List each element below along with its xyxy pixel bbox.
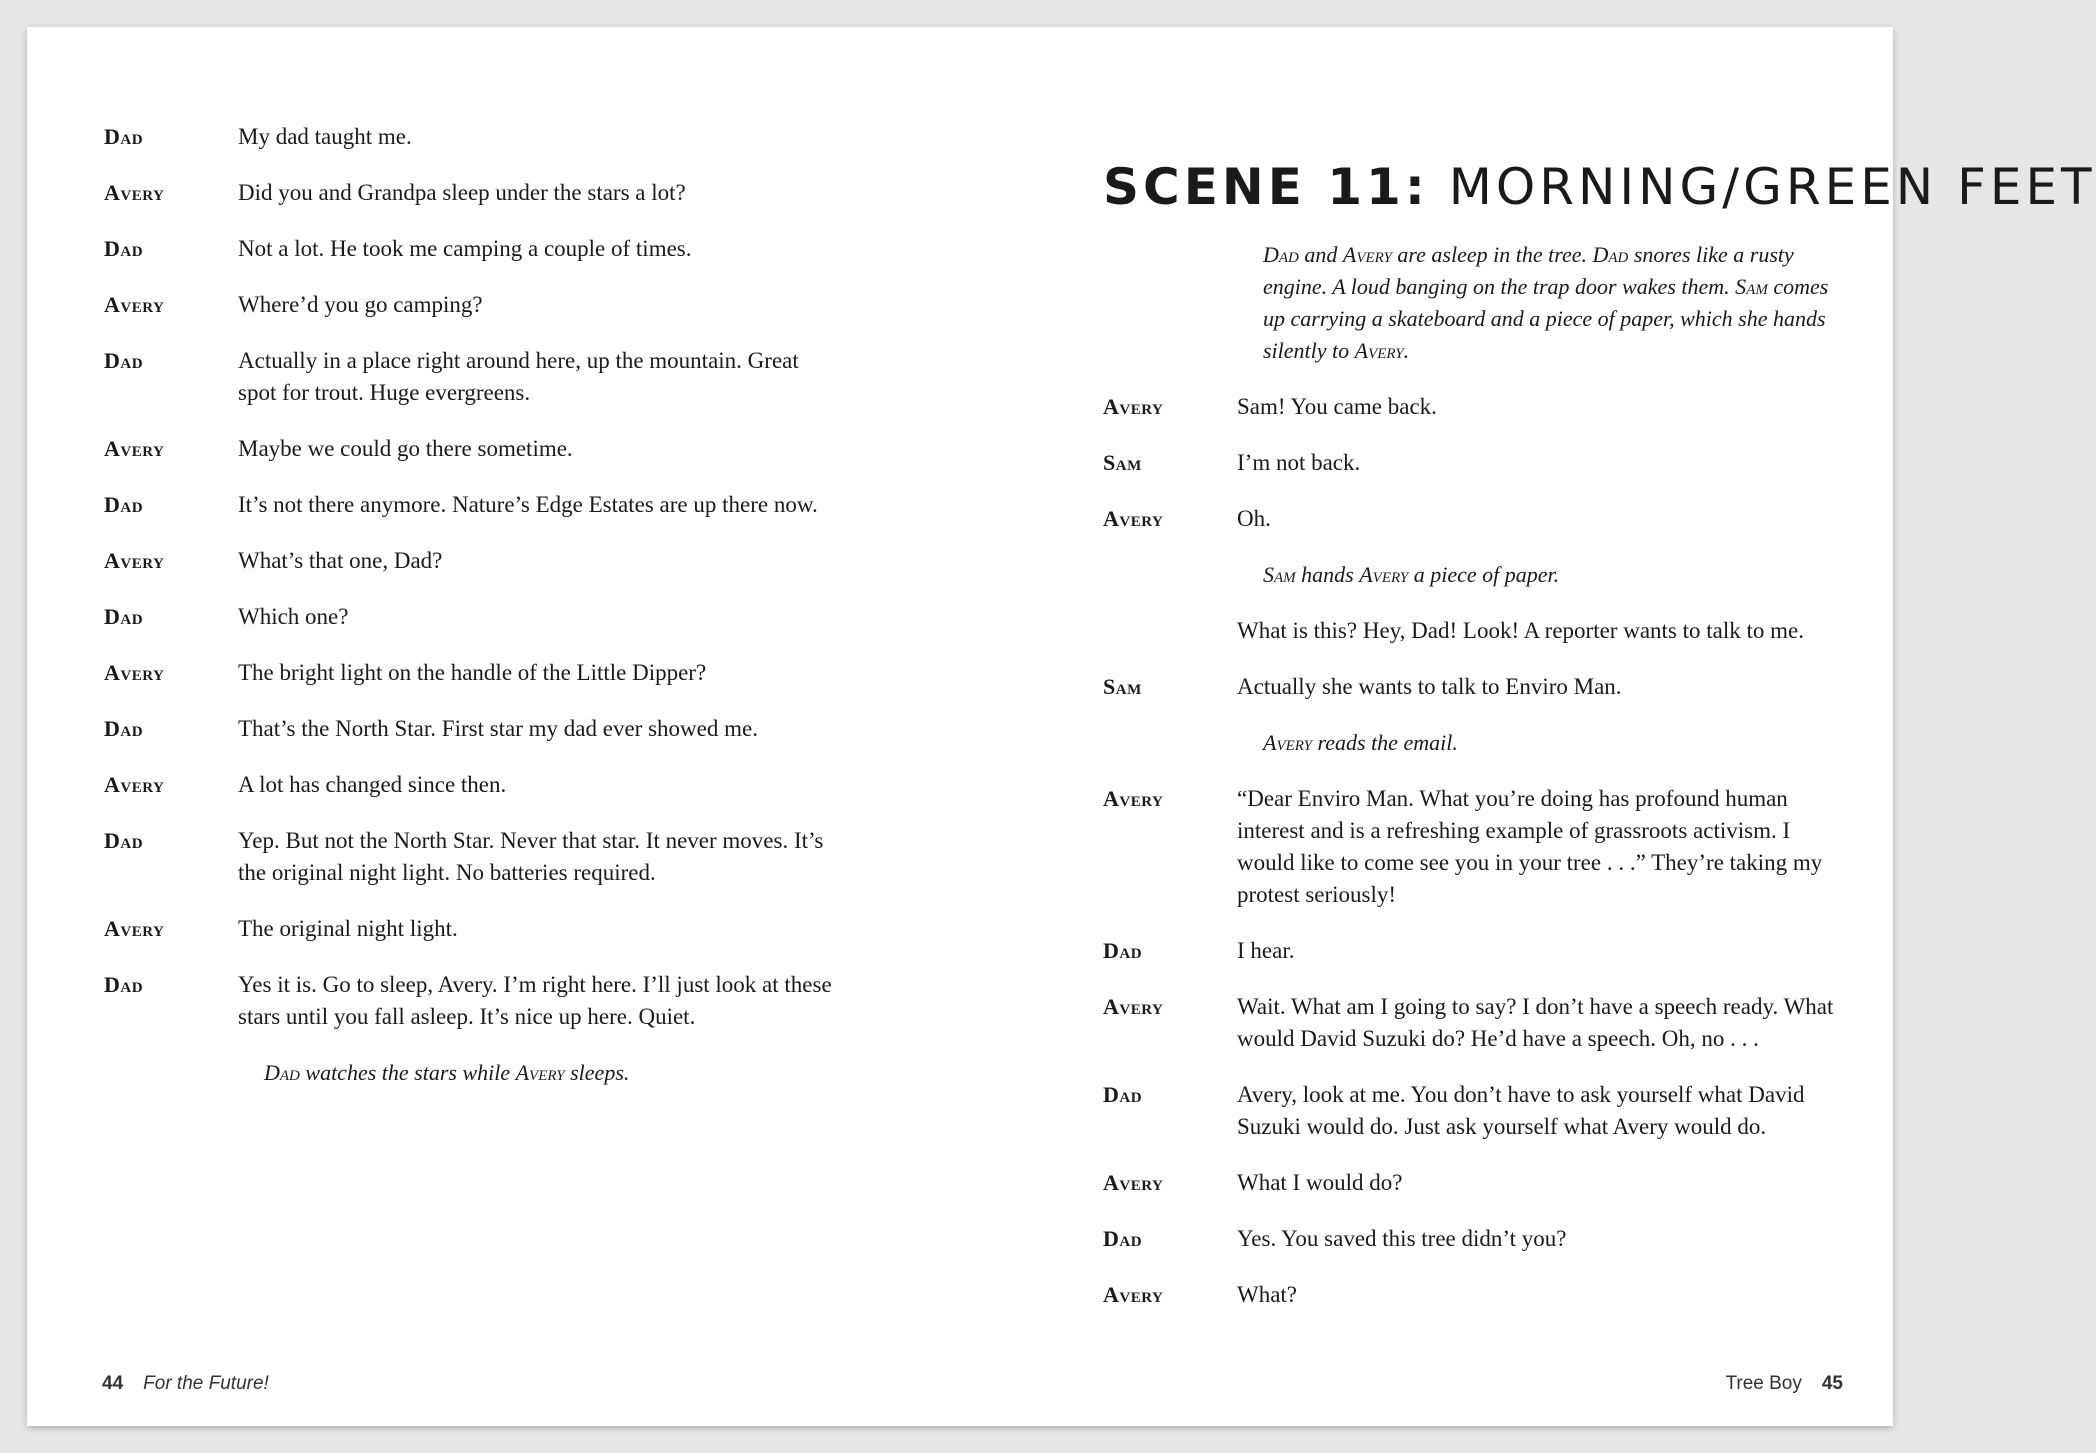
dialogue-line (104, 769, 884, 801)
dialogue-text: A lot has changed since then. (238, 772, 507, 797)
dialogue-text: Yes it is. Go to sleep, Avery. I’m right here. I’ll just look at these stars until you fall asleep. It’s nice up here. Quiet. (238, 972, 832, 1029)
dialogue-text: Did you and Grandpa sleep under the stars a lot? (238, 180, 686, 205)
dialogue-line (104, 121, 884, 153)
speaker-name: Dad (1103, 938, 1143, 963)
dialogue-text: What? (1237, 1282, 1298, 1307)
direction-text: snores like a rusty engine. A loud banging on the trap door wakes them. (1263, 242, 1794, 299)
speaker-name: Dad (104, 604, 144, 629)
dialogue-text: Avery, look at me. You don’t have to ask yourself what David Suzuki would do. Just ask yourself what Avery would do. (1237, 1082, 1805, 1139)
dialogue-line (104, 825, 884, 889)
dialogue-line (1103, 391, 1843, 423)
dialogue-text: What’s that one, Dad? (238, 548, 443, 573)
stage-direction (264, 1057, 884, 1089)
speaker-name: Dad (104, 828, 144, 853)
dialogue-text: That’s the North Star. First star my dad ever showed me. (238, 716, 758, 741)
right-page (960, 27, 2096, 1426)
speaker-name: Dad (104, 716, 144, 741)
dialogue-text: Oh. (1237, 506, 1271, 531)
dialogue-text: Actually she wants to talk to Enviro Man. (1237, 674, 1622, 699)
dialogue-line (104, 601, 884, 633)
scene-heading (1103, 157, 2096, 217)
speaker-name: Dad (104, 348, 144, 373)
dialogue-line (104, 713, 884, 745)
direction-text: sleeps. (564, 1060, 630, 1085)
scene-name: MORNING/GREEN FEET (1448, 158, 2096, 216)
direction-text: are asleep in the tree. (1391, 242, 1593, 267)
running-title: For the Future! (143, 1373, 269, 1394)
speaker-name: Avery (104, 772, 165, 797)
dialogue-line (1103, 1167, 1843, 1199)
speaker-name: Sam (1103, 674, 1142, 699)
dialogue-line (1103, 447, 1843, 479)
dialogue-text: Actually in a place right around here, up the mountain. Great spot for trout. Huge evergreens. (238, 348, 799, 405)
stage-direction (1263, 559, 1843, 591)
dialogue-line (104, 177, 884, 209)
direction-text: . (1403, 338, 1410, 363)
dialogue-text: “Dear Enviro Man. What you’re doing has profound human interest and is a refreshing example of grassroots activism. I would like to come see you in your tree . . .” They’re taking my protest seriously! (1237, 786, 1823, 907)
book-spread (27, 27, 2096, 1426)
left-footer (102, 1373, 269, 1395)
speaker-name: Avery (1103, 394, 1164, 419)
speaker-name: Dad (1103, 1082, 1143, 1107)
page-number: 45 (1821, 1373, 1843, 1394)
speaker-name: Dad (104, 972, 144, 997)
speaker-name: Dad (104, 124, 144, 149)
direction-character: Avery (1354, 338, 1404, 363)
direction-character: Dad (1592, 242, 1629, 267)
direction-text: hands (1295, 562, 1360, 587)
direction-character: Avery (1263, 730, 1312, 755)
dialogue-line (1103, 991, 1843, 1055)
direction-character: Dad (264, 1060, 300, 1085)
dialogue-line (104, 433, 884, 465)
dialogue-text: My dad taught me. (238, 124, 412, 149)
speaker-name: Dad (104, 492, 144, 517)
direction-text: a piece of paper. (1408, 562, 1560, 587)
dialogue-text: Wait. What am I going to say? I don’t have a speech ready. What would David Suzuki do? He’d have a speech. Oh, no . . . (1237, 994, 1834, 1051)
dialogue-text: Not a lot. He took me camping a couple of times. (238, 236, 692, 261)
right-script (1103, 121, 2096, 1335)
direction-character: Avery (515, 1060, 565, 1085)
dialogue-text: I hear. (1237, 938, 1295, 963)
speaker-name: Avery (104, 436, 165, 461)
speaker-name: Avery (104, 180, 165, 205)
dialogue-line (104, 657, 884, 689)
dialogue-line (104, 969, 884, 1033)
dialogue-text: What I would do? (1237, 1170, 1403, 1195)
speaker-name: Avery (1103, 786, 1164, 811)
dialogue-line (104, 289, 884, 321)
direction-character: Dad (1263, 242, 1299, 267)
dialogue-text: It’s not there anymore. Nature’s Edge Estates are up there now. (238, 492, 818, 517)
speaker-name: Avery (104, 292, 165, 317)
dialogue-text: Maybe we could go there sometime. (238, 436, 573, 461)
speaker-name: Avery (1103, 506, 1164, 531)
dialogue-text: The original night light. (238, 916, 458, 941)
speaker-name: Avery (104, 660, 165, 685)
dialogue-line (104, 913, 884, 945)
dialogue-line (1103, 783, 1843, 911)
dialogue-text: I’m not back. (1237, 450, 1361, 475)
right-footer (1725, 1373, 1843, 1395)
dialogue-line (1103, 503, 1843, 535)
dialogue-line (104, 345, 884, 409)
page-number: 44 (102, 1373, 124, 1394)
dialogue-text: The bright light on the handle of the Little Dipper? (238, 660, 707, 685)
dialogue-continuation: What is this? Hey, Dad! Look! A reporter wants to talk to me. (1237, 618, 1804, 643)
dialogue-text: Where’d you go camping? (238, 292, 483, 317)
speaker-name: Avery (104, 916, 165, 941)
scene-intro-direction (1263, 239, 1843, 367)
dialogue-text: Yep. But not the North Star. Never that star. It never moves. It’s the original night light. No batteries required. (238, 828, 824, 885)
speaker-name: Sam (1103, 450, 1142, 475)
speaker-name: Avery (1103, 994, 1164, 1019)
direction-text: reads the email. (1312, 730, 1458, 755)
dialogue-line (104, 489, 884, 521)
direction-text: comes up carrying a skateboard and a piece of paper, which she hands silently to (1263, 274, 1829, 363)
speaker-name: Avery (1103, 1170, 1164, 1195)
direction-text: and (1298, 242, 1343, 267)
direction-character: Avery (1359, 562, 1409, 587)
dialogue-line (1103, 1279, 1843, 1311)
speaker-name: Avery (1103, 1282, 1164, 1307)
direction-text: watches the stars while (299, 1060, 516, 1085)
direction-character: Sam (1735, 274, 1768, 299)
scene-number: SCENE 11: (1103, 158, 1429, 216)
direction-character: Sam (1263, 562, 1296, 587)
speaker-name: Dad (104, 236, 144, 261)
dialogue-line (1103, 1223, 1843, 1255)
dialogue-text: Yes. You saved this tree didn’t you? (1237, 1226, 1567, 1251)
running-title: Tree Boy (1725, 1373, 1802, 1394)
dialogue-line (104, 233, 884, 265)
dialogue-line (1103, 671, 1843, 703)
left-page (27, 27, 960, 1426)
left-script (104, 121, 884, 1113)
dialogue-text: Which one? (238, 604, 349, 629)
dialogue-line (104, 545, 884, 577)
speaker-name: Avery (104, 548, 165, 573)
stage-direction (1263, 727, 1843, 759)
direction-character: Avery (1342, 242, 1392, 267)
dialogue-line (1103, 935, 1843, 967)
dialogue-text: Sam! You came back. (1237, 394, 1437, 419)
speaker-name: Dad (1103, 1226, 1143, 1251)
dialogue-line (1103, 1079, 1843, 1143)
